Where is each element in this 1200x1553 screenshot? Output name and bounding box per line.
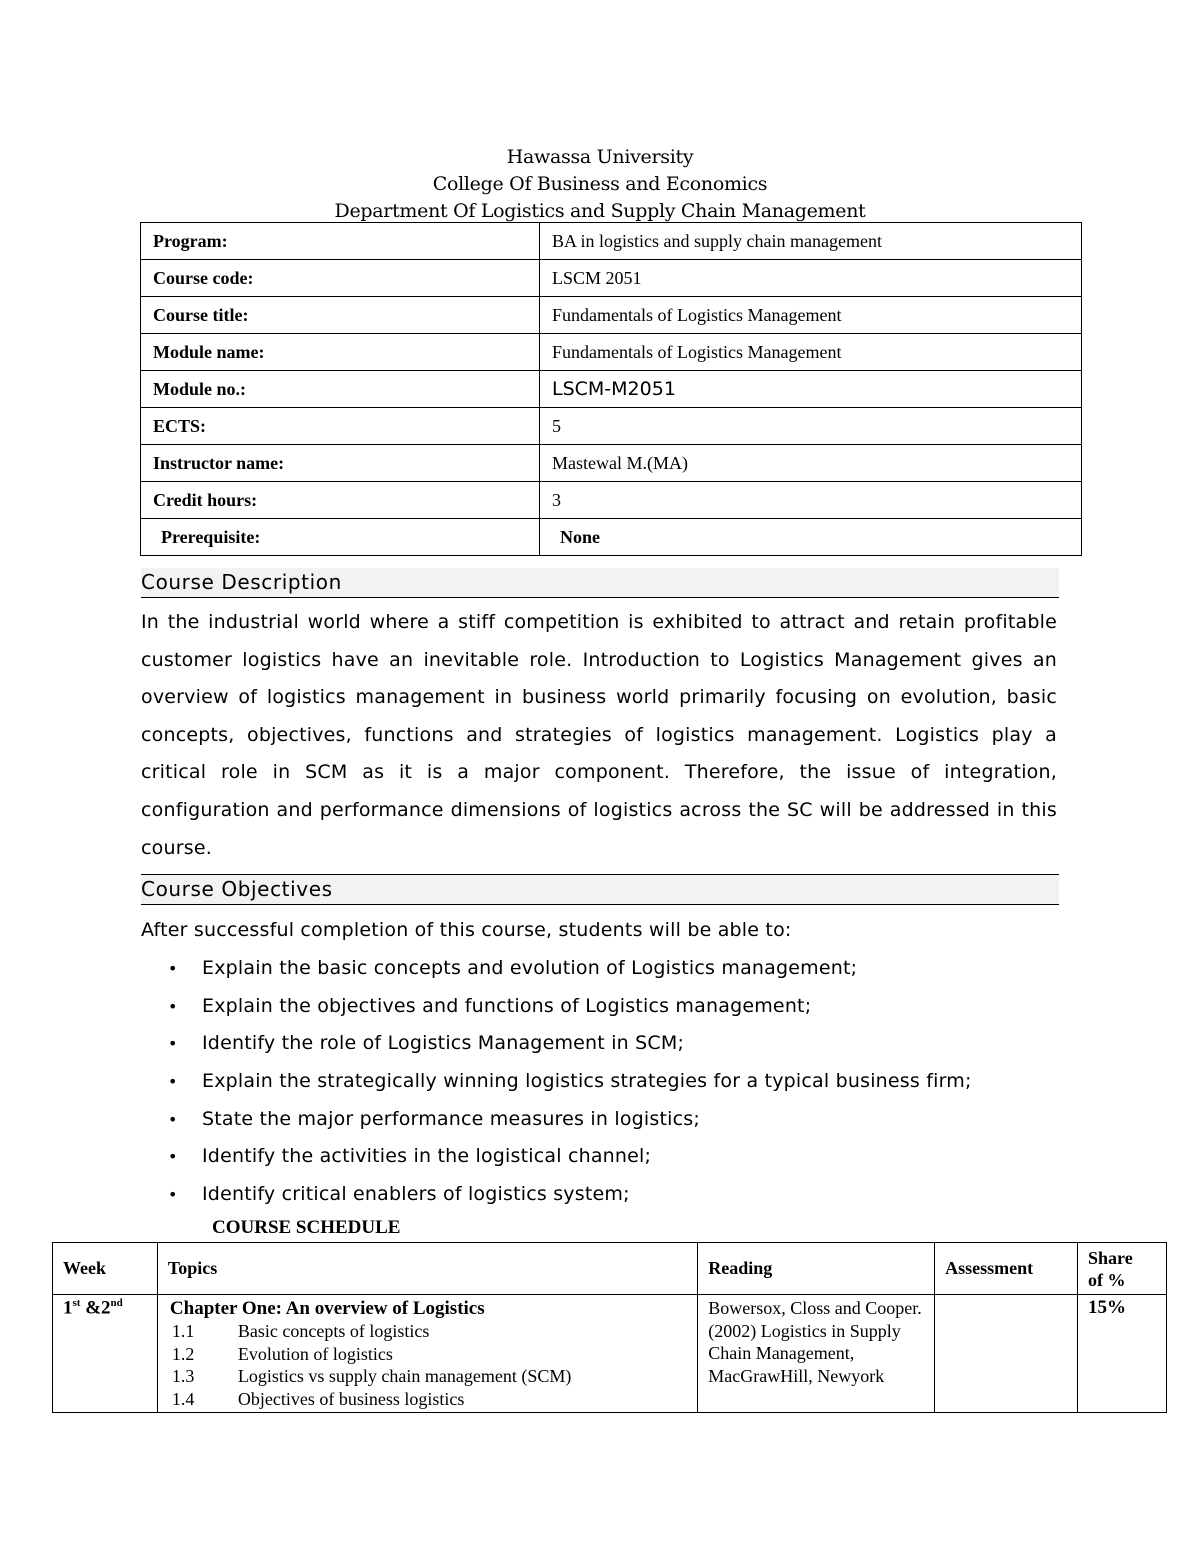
info-value: LSCM-M2051 xyxy=(540,371,1082,408)
assessment-cell xyxy=(935,1295,1078,1413)
info-label: Program: xyxy=(141,223,540,260)
subtopic: 1.4 Objectives of business logistics xyxy=(171,1388,465,1409)
subtopic: 1.1 Basic concepts of logistics xyxy=(171,1321,430,1341)
objective-text: Explain the basic concepts and evolution of Logistics management; xyxy=(202,957,858,979)
info-label: Course title: xyxy=(141,297,540,334)
header-topics: Topics xyxy=(157,1243,697,1295)
info-value: Fundamentals of Logistics Management xyxy=(540,297,1082,334)
list-item xyxy=(141,950,972,988)
info-value: LSCM 2051 xyxy=(540,260,1082,297)
info-label: Instructor name: xyxy=(141,445,540,482)
course-description-heading: Course Description xyxy=(141,568,1059,598)
list-item xyxy=(141,1176,972,1214)
college-name: College Of Business and Economics xyxy=(432,173,768,195)
header-assessment: Assessment xyxy=(935,1243,1078,1295)
header-share-line2: of % xyxy=(1088,1269,1126,1290)
reading-cell: Bowersox, Closs and Cooper. (2002) Logistics in Supply Chain Management, MacGrawHill, Newyork xyxy=(698,1295,935,1413)
bullet-icon: • xyxy=(168,1185,178,1205)
course-info-table xyxy=(140,222,1082,556)
info-value: Mastewal M.(MA) xyxy=(540,445,1082,482)
header-share-line1: Share xyxy=(1088,1247,1133,1268)
table-row xyxy=(141,445,1082,482)
schedule-title: COURSE SCHEDULE xyxy=(212,1217,401,1238)
info-label: Module name: xyxy=(141,334,540,371)
table-row xyxy=(141,371,1082,408)
subtopic: 1.3 Logistics vs supply chain management (SCM) xyxy=(171,1366,572,1386)
table-row xyxy=(141,223,1082,260)
course-objectives-heading: Course Objectives xyxy=(141,874,1059,905)
course-description-text: In the industrial world where a stiff competition is exhibited to attract and retain profitable customer logistics have an inevitable role. Introduction to Logistics Management gives an overview of logistics management in business world primarily focusing on evolution, basic concepts, objectives, functions and strategies of logistics management. Logistics play a critical role in SCM as it is a major component. Therefore, the issue of integration, configuration and performance dimensions of logistics across the SC will be addressed in this course. xyxy=(141,611,1057,859)
header-share xyxy=(1078,1243,1167,1295)
bullet-icon: • xyxy=(168,996,178,1016)
week-cell: 1st &2nd xyxy=(53,1295,158,1413)
subtopic: 1.2 Evolution of logistics xyxy=(171,1343,393,1364)
table-row xyxy=(141,260,1082,297)
bullet-icon: • xyxy=(168,1072,178,1092)
table-header-row xyxy=(53,1243,1167,1295)
objectives-list xyxy=(141,950,972,1214)
table-row xyxy=(141,297,1082,334)
objective-text: Identify critical enablers of logistics system; xyxy=(202,1183,630,1206)
table-row xyxy=(141,482,1082,519)
info-value: BA in logistics and supply chain management xyxy=(540,223,1082,260)
table-row xyxy=(141,334,1082,371)
document-header xyxy=(140,144,1060,225)
info-value: None xyxy=(540,519,1082,556)
list-item xyxy=(141,1063,972,1101)
info-value: Fundamentals of Logistics Management xyxy=(540,334,1082,371)
header-week: Week xyxy=(53,1243,158,1295)
info-label: Credit hours: xyxy=(141,482,540,519)
course-schedule-table xyxy=(52,1242,1167,1413)
objective-text: Explain the strategically winning logistics strategies for a typical business firm; xyxy=(202,1070,972,1093)
objectives-intro: After successful completion of this course, students will be able to: xyxy=(141,919,792,941)
bullet-icon: • xyxy=(168,1147,178,1167)
table-row xyxy=(53,1295,1167,1413)
list-item xyxy=(141,1138,972,1176)
table-row xyxy=(141,408,1082,445)
info-label: ECTS: xyxy=(141,408,540,445)
objective-text: State the major performance measures in logistics; xyxy=(202,1107,700,1130)
table-row xyxy=(141,519,1082,556)
info-label: Module no.: xyxy=(141,371,540,408)
info-value: 3 xyxy=(540,482,1082,519)
bullet-icon: • xyxy=(168,1034,178,1054)
list-item xyxy=(141,1101,972,1139)
objective-text: Identify the role of Logistics Management in SCM; xyxy=(202,1032,685,1055)
list-item xyxy=(141,988,972,1026)
university-name: Hawassa University xyxy=(506,146,694,168)
chapter-title: Chapter One: An overview of Logistics xyxy=(169,1298,485,1319)
info-label: Course code: xyxy=(141,260,540,297)
topics-cell xyxy=(157,1295,697,1413)
header-reading: Reading xyxy=(698,1243,935,1295)
bullet-icon: • xyxy=(168,959,178,978)
list-item xyxy=(141,1025,972,1063)
department-name: Department Of Logistics and Supply Chain Management xyxy=(334,200,866,222)
info-value: 5 xyxy=(540,408,1082,445)
info-label: Prerequisite: xyxy=(141,519,540,556)
objective-text: Explain the objectives and functions of Logistics management; xyxy=(202,994,812,1017)
objective-text: Identify the activities in the logistical channel; xyxy=(202,1145,652,1168)
share-cell: 15% xyxy=(1078,1295,1167,1413)
bullet-icon: • xyxy=(168,1109,178,1129)
